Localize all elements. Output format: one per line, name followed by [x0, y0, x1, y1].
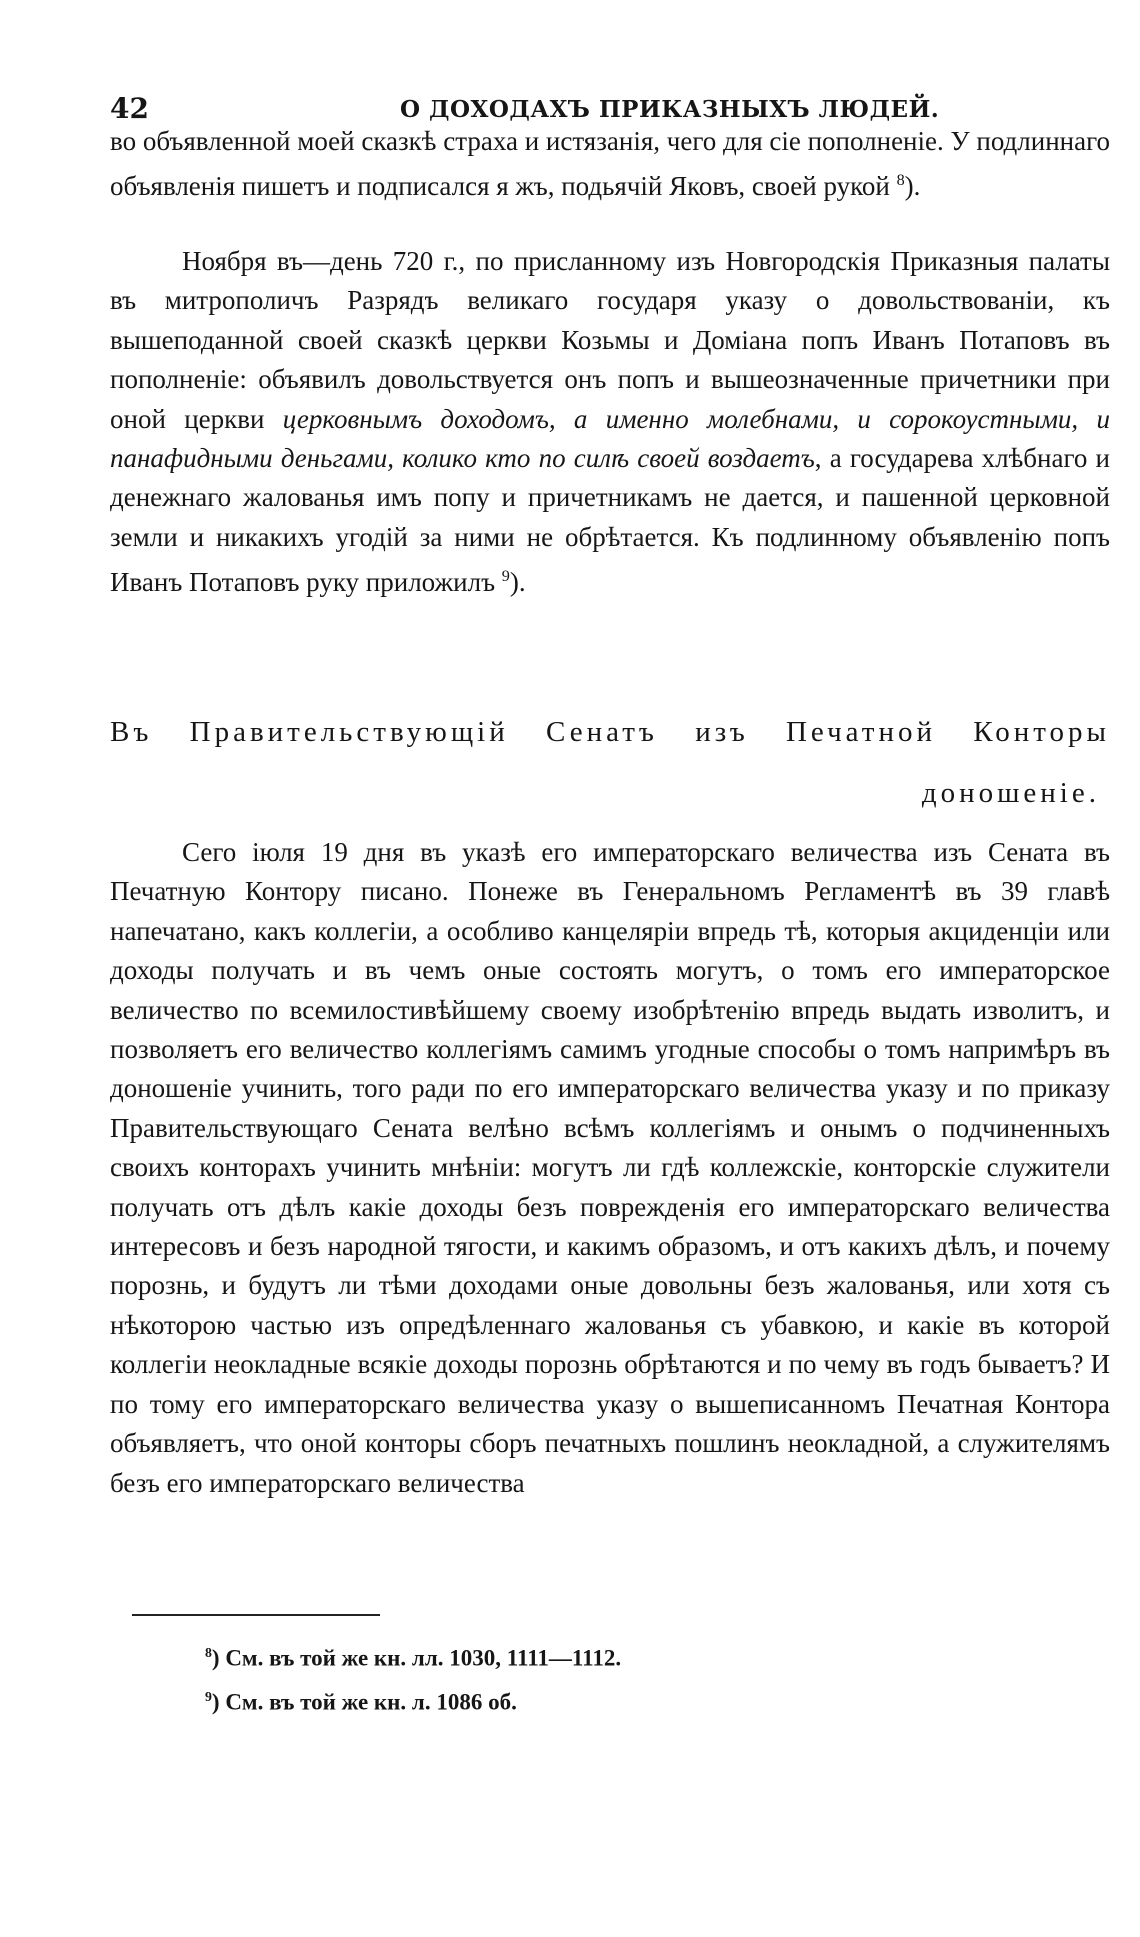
- paragraph-3-text: Сего іюля 19 дня въ указѣ его императорскаго величества изъ Сената въ Печатную Контору писано. Понеже въ Генеральномъ Регламентѣ въ 39 главѣ напечатано, какъ коллегіи, а особливо канцеляріи впредь тѣ, которыя акциденціи или доходы получать и въ чемъ оные состоять могутъ, о томъ его императорское величество по всемилостивѣйшему своему изобрѣтенію впредь выдать изволитъ, и позволяетъ его величество коллегіямъ самимъ угодные способы о томъ напримѣръ въ доношеніе учинить, того ради по его императорскаго величества указу и по приказу Правительствующаго Сената велѣно всѣмъ коллегіямъ и онымъ о подчиненныхъ своихъ конторахъ учинить мнѣніи: могутъ ли гдѣ коллежскіе, конторскіе служители получать отъ дѣлъ какіе доходы безъ поврежденія его императорскаго величества интересовъ и безъ народной тягости, и какимъ образомъ, и отъ какихъ дѣлъ, и почему порознь, и будутъ ли тѣми доходами оные довольны безъ жалованья, или хотя съ нѣкоторою частью изъ опредѣленнаго жалованья съ убавкою, и какіе въ которой коллегіи неокладные всякіе доходы порознь обрѣтаются и по чему въ годъ бываетъ? И по тому его императорскаго величества указу о вышеписанномъ Печатная Контора объявляетъ, что оной конторы сборъ печатныхъ пошлинъ неокладной, а служителямъ безъ его императорскаго величества: [110, 837, 1110, 1498]
- section-title: Въ Правительствующій Сенатъ изъ Печатной Конторы: [110, 716, 1110, 748]
- footnotes: [205, 1634, 905, 1721]
- footnote-divider: [132, 1614, 380, 1616]
- paragraph-1-end: ).: [904, 171, 921, 202]
- footnote-ref-8: 8: [896, 171, 905, 190]
- footnote-8: [205, 1634, 905, 1678]
- paragraph-1-text: [110, 122, 1110, 207]
- paragraph-1-body: во объявленной моей сказкѣ страха и истязанія, чего для сіе пополненіе. У подлиннаго объявленія пишетъ и подписался я жъ, подьячій Яковъ, своей рукой: [110, 126, 1110, 202]
- footnote-9-text: ) См. въ той же кн. л. 1086 об.: [211, 1689, 517, 1715]
- paragraph-1: [110, 122, 1110, 207]
- paragraph-2-end: ).: [509, 567, 526, 598]
- paragraph-2-body-after: , а государева хлѣбнаго и денежнаго жалованья имъ попу и причетникамъ не дается, и пашенной церковной земли и никакихъ угодій за ними не обрѣтается. Къ подлинному объявленію попъ Иванъ Потаповъ руку приложилъ: [110, 443, 1110, 598]
- footnote-8-mark: 8: [205, 1645, 212, 1660]
- paragraph-3: [110, 833, 1110, 1503]
- paragraph-2: [110, 242, 1110, 603]
- footnote-9: [205, 1678, 905, 1722]
- paragraph-2-body-before: Ноября въ—день 720 г., по присланному изъ Новгородскія Приказныя палаты въ митрополичъ Разрядъ великаго государя указу о довольствованіи, къ вышеподанной своей сказкѣ церкви Козьмы и Доміана попъ Иванъ Потаповъ въ пополненіе: объявилъ довольствуется онъ попъ и вышеозначенные причетники при оной церкви: [110, 246, 1110, 434]
- paragraph-2-text: [110, 242, 1110, 603]
- footnote-9-mark: 9: [205, 1688, 212, 1704]
- page-number: 42: [110, 92, 149, 125]
- section-subtitle: доношеніе.: [921, 777, 1100, 809]
- paragraph-2-italic: церковнымъ доходомъ, а именно молебнами, и сорокоустными, и панафидными деньгами, колико кто по силѣ своей воздаетъ: [110, 403, 1110, 474]
- footnote-ref-9: 9: [501, 567, 510, 586]
- footnote-8-text: ) См. въ той же кн. лл. 1030, 1111—1112.: [211, 1645, 622, 1671]
- running-head: О ДОХОДАХЪ ПРИКАЗНЫХЪ ЛЮДЕЙ.: [400, 96, 940, 123]
